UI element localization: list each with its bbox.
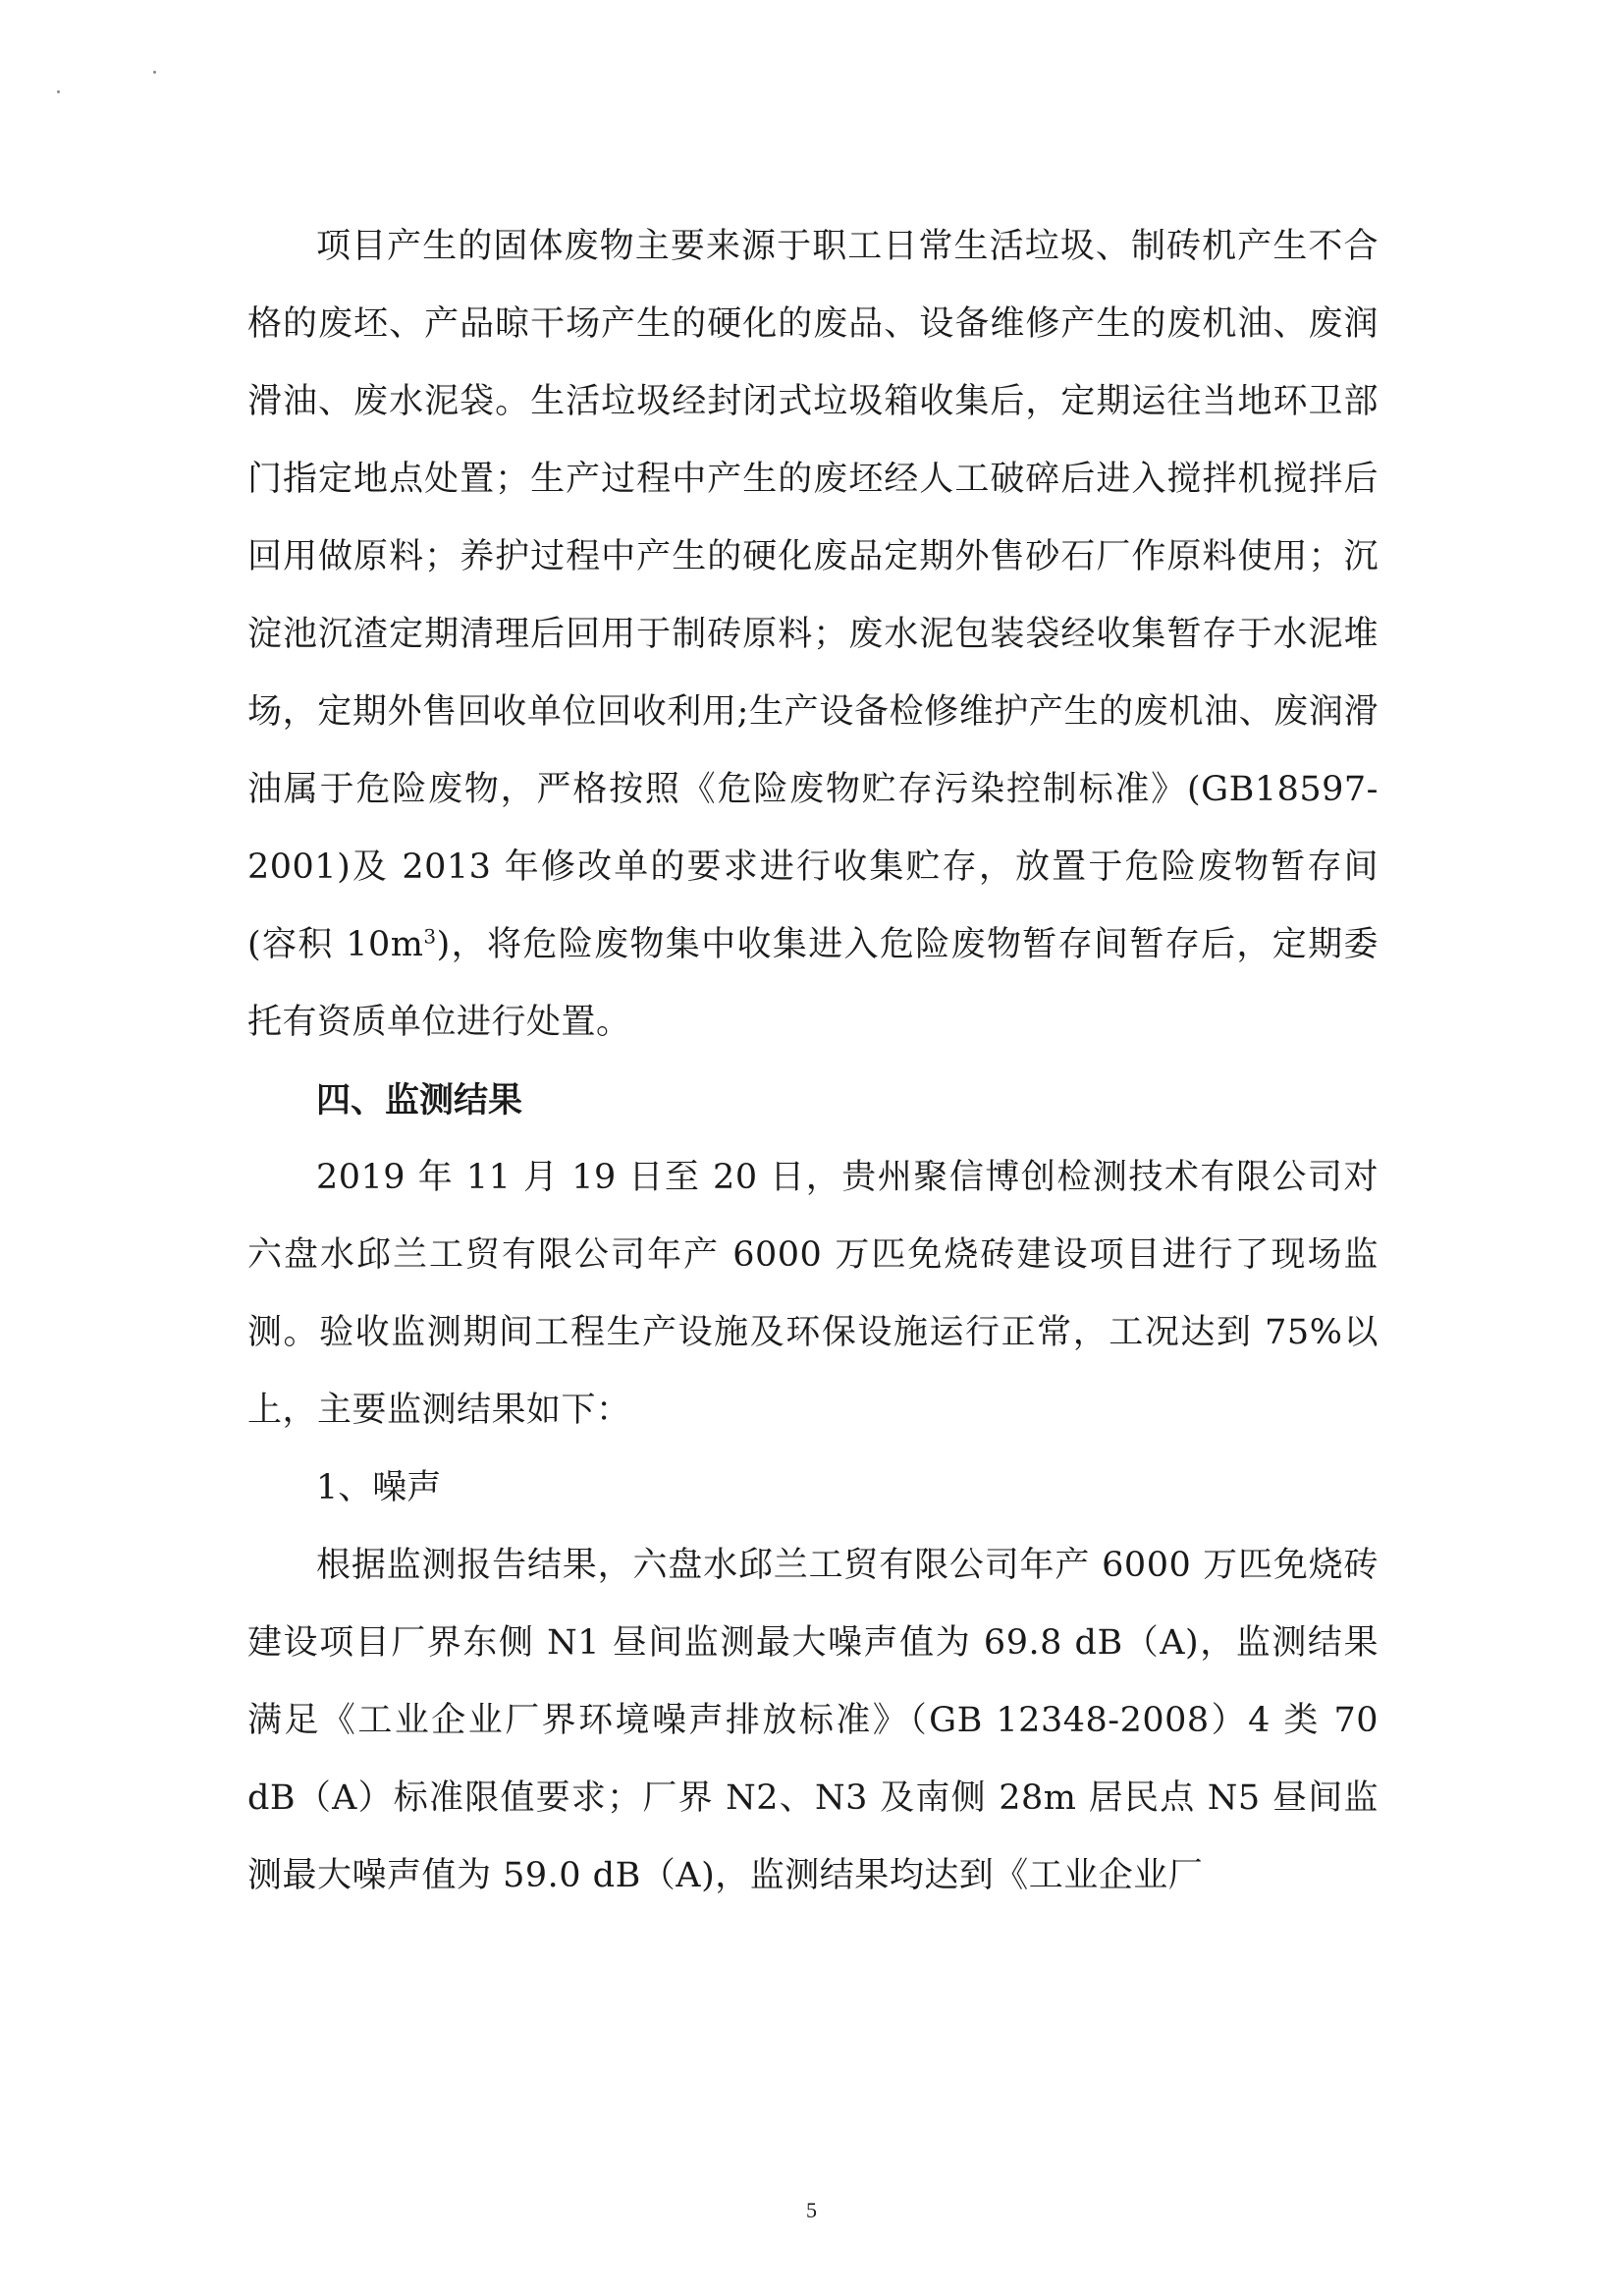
paragraph-noise-results: 根据监测报告结果，六盘水邱兰工贸有限公司年产 6000 万匹免烧砖建设项目厂界东侧 N1 昼间监测最大噪声值为 69.8 dB（A)，监测结果满足《工业企业厂界环境噪声排放标准》（GB 12348-2008）4 类 70 dB（A）标准限值要求；厂界 N2、N3 及南侧 28m 居民点 N5 昼间监测最大噪声值为 59.0 dB（A)，监测结果均达到《工业企业厂 [247, 1546, 1379, 1895]
scan-speck [57, 90, 60, 93]
paragraph-solid-waste-tail: )，将危险废物集中收集进入危险废物暂存间暂存后，定期委托有资质单位进行处置。 [247, 925, 1379, 1042]
paragraph-monitoring-intro: 2019 年 11 月 19 日至 20 日，贵州聚信博创检测技术有限公司对六盘水邱兰工贸有限公司年产 6000 万匹免烧砖建设项目进行了现场监测。验收监测期间工程生产设施及环保设施运行正常，工况达到 75%以上，主要监测结果如下： [247, 1158, 1379, 1430]
subsection-heading-noise: 1、噪声 [316, 1468, 442, 1507]
document-body [247, 208, 1379, 1915]
section-heading-monitoring-results: 四、监测结果 [316, 1080, 523, 1121]
paragraph-solid-waste [247, 208, 1379, 1062]
page-number: 5 [806, 2198, 817, 2222]
cubic-superscript: 3 [423, 924, 437, 949]
scan-speck [153, 71, 156, 74]
paragraph-solid-waste-text: 项目产生的固体废物主要来源于职工日常生活垃圾、制砖机产生不合格的废坯、产品晾干场产生的硬化的废品、设备维修产生的废机油、废润滑油、废水泥袋。生活垃圾经封闭式垃圾箱收集后，定期运往当地环卫部门指定地点处置；生产过程中产生的废坯经人工破碎后进入搅拌机搅拌后回用做原料；养护过程中产生的硬化废品定期外售砂石厂作原料使用；沉淀池沉渣定期清理后回用于制砖原料；废水泥包装袋经收集暂存于水泥堆场，定期外售回收单位回收利用;生产设备检修维护产生的废机油、废润滑油属于危险废物，严格按照《危险废物贮存污染控制标准》(GB18597-2001)及 2013 年修改单的要求进行收集贮存，放置于危险废物暂存间(容积 10m [247, 227, 1379, 964]
